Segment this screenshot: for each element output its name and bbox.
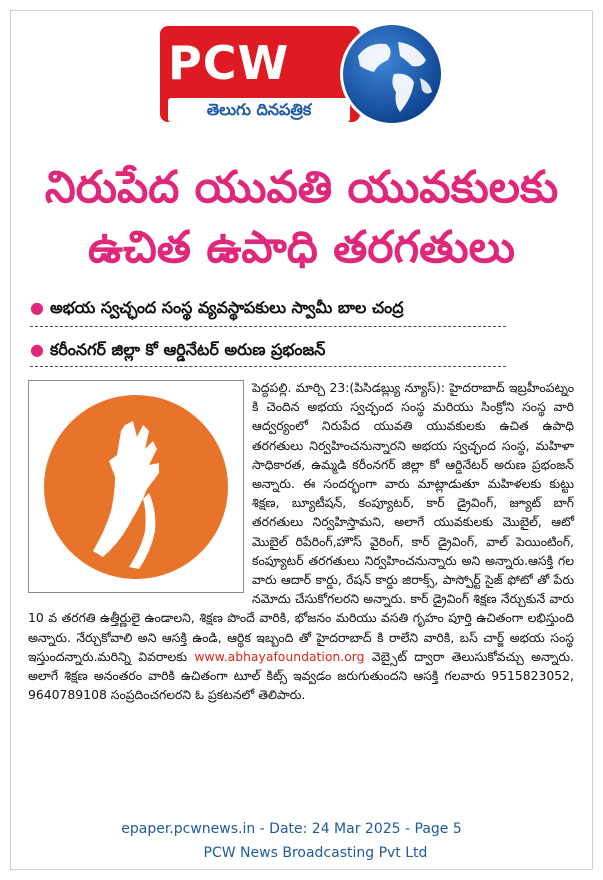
bullet-icon: ●: [30, 298, 44, 317]
globe-icon: [338, 20, 446, 128]
divider: [30, 326, 506, 327]
logo-red-panel: [160, 26, 360, 122]
pcw-logo: [160, 20, 445, 128]
subhead-1: [30, 296, 510, 320]
headline-line-1: నిరుపేద యువతి యువకులకు: [44, 162, 559, 213]
footer-source: epaper.pcwnews.in - Date: 24 Mar 2025 - Page 5: [121, 821, 462, 837]
subhead-2-text: కరీంనగర్ జిల్లా కో ఆర్డినేటర్ అరుణ ప్రభంజన్: [49, 340, 326, 359]
subhead-2: [30, 338, 510, 362]
headline-line-2: ఉచిత ఉపాధి తరగతులు: [87, 222, 516, 273]
logo-subtitle: తెలుగు దినపత్రిక: [168, 98, 350, 122]
article-text-end: వెబ్సైట్ ద్వారా తెలుసుకోవచ్చు అన్నారు. అలాగే శిక్షణ అనంతరం వారికి ఉచితంగా టూల్ కిట్స్ ఇవ్వడం జరుగుతుందని ఆసక్తి గలవారు 9515823052, 9640789108 సంప్రదించగలరని ఓ ప్రకటనలో తెలిపారు.: [28, 648, 574, 703]
article-body: [28, 378, 574, 704]
article-dateline: పెద్దపల్లి. మార్చి 23:(పిసిడబ్ల్యు న్యూస్):: [252, 380, 445, 395]
photo-spacer: [28, 378, 252, 596]
subhead-1-text: అభయ స్వచ్ఛంద సంస్థ వ్యవస్థాపకులు స్వామీ బాల చంద్ర: [49, 298, 404, 317]
footer-publisher: PCW News Broadcasting Pvt Ltd: [203, 845, 428, 861]
logo-brand-text: PCW: [168, 36, 290, 90]
website-link[interactable]: www.abhayafoundation.org: [194, 648, 365, 664]
divider: [30, 366, 506, 367]
bullet-icon: ●: [30, 340, 44, 359]
article-text: హైదరాబాద్ ఇబ్రహీంపట్నం కి చెందిన అభయ స్వచ్ఛంద సంస్థ మరియు సింక్రోని సంస్థ వారి ఆద్వర్యంలో నిరుపేద యువతి యువకులకు ఉచిత ఉపాధి తరగతులు నిర్వహించనున్నారని అభయ స్వచ్ఛంద సంస్థ, మహిళా సాధికారత, ఉమ్మడి కరీంనగర్ జిల్లా కో ఆర్డినేటర్ అరుణ ప్రభంజన్ అన్నారు. ఈ సందర్భంగా వారు మాట్లాడుతూ మహిళలకు కుట్టు శిక్షణ, బ్యూటీషన్, కంప్యూటర్, కార్ డ్రైవింగ్, జ్యూట్ బాగ్ తరగతులు నిర్వహిస్తామని, అలాగే యువకులకు మొబైల్, ఆటో మొబైల్ రిపేరింగ్,హౌస్ వైరింగ్, కార్ డ్రైవింగ్, వాల్ పెయింటింగ్, కంప్యూటర్ తరగతులు నిర్వహించనున్నారు అని అన్నారు.ఆసక్తి గల వారు ఆదార్ కార్డు, రేషన్ కార్డు జిరాక్స్, పాస్పోర్ట్ సైజ్ ఫోటో తో పేరు నమోదు చేసుకోగలరని అన్నారు. కార్ డ్రైవింగ్ శిక్షణ నేర్చుకునే వారు 10 వ తరగతి ఉత్తీర్ణులై ఉండాలని, శిక్షణ పొందే వారికి, భోజనం మరియు వసతి గృహం పూర్తి ఉచితంగా లభిస్తుంది అన్నారు. నేర్చుకోవాలి అని ఆసక్తి ఉండి, ఆర్థిక ఇబ్బంది తో హైదరాబాద్ కి రాలేని వారికి, బస్ చార్జ్ అభయ సంస్థ ఇస్తుందన్నారు.మరిన్ని వివరాలకు: [28, 380, 574, 664]
